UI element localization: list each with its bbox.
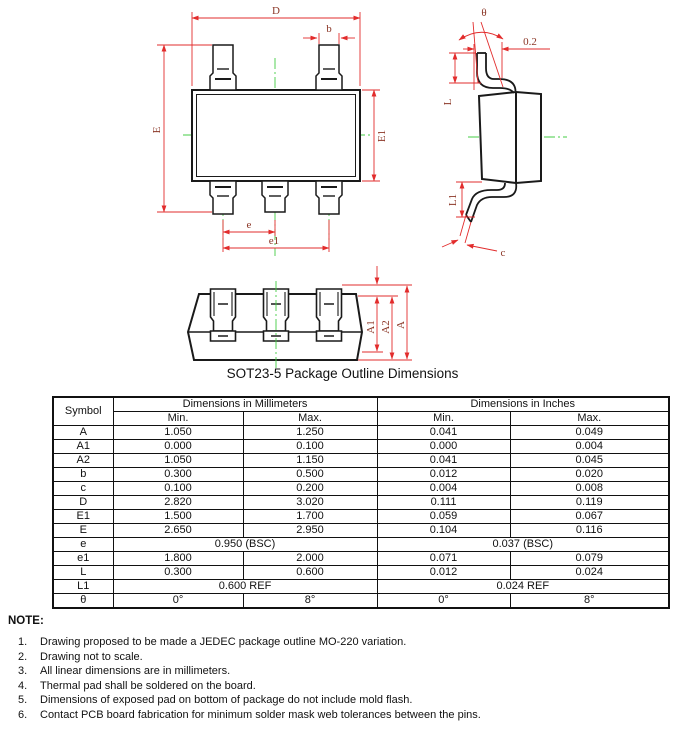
table-cell: 0.111 xyxy=(377,496,510,510)
table-cell: 1.050 xyxy=(113,426,243,440)
table-cell: 2.650 xyxy=(113,524,243,538)
table-cell: L1 xyxy=(53,580,113,594)
table-cell: 0.049 xyxy=(510,426,669,440)
table-cell: 0.012 xyxy=(377,468,510,482)
table-cell: 2.950 xyxy=(243,524,377,538)
table-cell: 0.600 xyxy=(243,566,377,580)
table-cell: 0° xyxy=(377,594,510,609)
table-cell: 0.024 xyxy=(510,566,669,580)
table-cell: 0.000 xyxy=(113,440,243,454)
table-cell: 1.150 xyxy=(243,454,377,468)
table-cell: 0.100 xyxy=(113,482,243,496)
note-text: All linear dimensions are in millimeters. xyxy=(40,665,231,677)
bottom-pins xyxy=(210,181,342,214)
note-number: 4. xyxy=(18,679,28,692)
table-cell: 1.700 xyxy=(243,510,377,524)
table-cell: e1 xyxy=(53,552,113,566)
table-cell: L xyxy=(53,566,113,580)
table-cell: 0.059 xyxy=(377,510,510,524)
table-row xyxy=(53,482,669,496)
table-header xyxy=(53,397,669,426)
table-cell: A1 xyxy=(53,440,113,454)
table-cell: 0.950 (BSC) xyxy=(113,538,377,552)
dim-label-E1: E1 xyxy=(376,129,388,143)
table-cell: 1.250 xyxy=(243,426,377,440)
header-in-max: Max. xyxy=(510,412,669,426)
top-view xyxy=(151,5,388,256)
note-item xyxy=(8,680,668,692)
table-body xyxy=(53,426,669,609)
table-row xyxy=(53,426,669,440)
note-text: Drawing proposed to be made a JEDEC package outline MO-220 variation. xyxy=(40,636,407,648)
table-cell: 0.041 xyxy=(377,426,510,440)
table-cell: 3.020 xyxy=(243,496,377,510)
table-cell: b xyxy=(53,468,113,482)
note-item xyxy=(8,665,668,677)
note-item xyxy=(8,694,668,706)
table-cell: 0.024 REF xyxy=(377,580,669,594)
note-text: Thermal pad shall be soldered on the board. xyxy=(40,679,256,692)
note-number: 3. xyxy=(18,665,28,677)
table-row xyxy=(53,468,669,482)
table-cell: θ xyxy=(53,594,113,609)
dim-label-A1: A1 xyxy=(365,320,377,334)
table-cell: 1.050 xyxy=(113,454,243,468)
table-cell: 0.100 xyxy=(243,440,377,454)
table-cell: 0.079 xyxy=(510,552,669,566)
table-row xyxy=(53,510,669,524)
front-view xyxy=(188,266,412,368)
table-cell: D xyxy=(53,496,113,510)
notes-title: NOTE: xyxy=(8,615,44,627)
table-cell: E1 xyxy=(53,510,113,524)
package-body-side xyxy=(479,92,541,183)
table-cell: 0.067 xyxy=(510,510,669,524)
table-cell: 0° xyxy=(113,594,243,609)
side-view xyxy=(442,7,567,259)
table-cell: 8° xyxy=(510,594,669,609)
table-cell: 0.300 xyxy=(113,566,243,580)
header-mm-max: Max. xyxy=(243,412,377,426)
table-cell: c xyxy=(53,482,113,496)
table-cell: A xyxy=(53,426,113,440)
dim-label-b: b xyxy=(326,23,332,35)
table-cell: A2 xyxy=(53,454,113,468)
package-body-top xyxy=(192,90,360,181)
table-cell: 8° xyxy=(243,594,377,609)
drawing-caption: SOT23-5 Package Outline Dimensions xyxy=(226,366,459,381)
note-number: 5. xyxy=(18,694,28,706)
header-mm: Dimensions in Millimeters xyxy=(113,397,377,412)
table-cell: E xyxy=(53,524,113,538)
note-item xyxy=(8,636,668,648)
dim-label-e: e xyxy=(246,219,252,231)
table-row xyxy=(53,496,669,510)
table-cell: 0.004 xyxy=(377,482,510,496)
table-row xyxy=(53,538,669,552)
header-mm-min: Min. xyxy=(113,412,243,426)
table-cell: 0.500 xyxy=(243,468,377,482)
dim-label-theta: θ xyxy=(481,7,487,19)
note-text: Drawing not to scale. xyxy=(40,650,143,663)
note-text: Dimensions of exposed pad on bottom of package do not include mold flash. xyxy=(40,694,413,706)
table-cell: 2.820 xyxy=(113,496,243,510)
table-row xyxy=(53,524,669,538)
note-item xyxy=(8,651,668,663)
note-number: 6. xyxy=(18,708,28,721)
header-in-min: Min. xyxy=(377,412,510,426)
dim-label-A2: A2 xyxy=(380,320,392,334)
top-pins xyxy=(210,45,342,90)
notes-section xyxy=(8,615,668,723)
note-text: Contact PCB board fabrication for minimum solder mask web tolerances between the pins. xyxy=(40,708,481,721)
dim-label-L1: L1 xyxy=(447,193,459,207)
dim-label-A: A xyxy=(395,321,407,329)
dim-label-E: E xyxy=(151,126,163,134)
table-row xyxy=(53,580,669,594)
table-cell: 0.041 xyxy=(377,454,510,468)
dimensions-table xyxy=(52,396,670,609)
table-cell: 0.037 (BSC) xyxy=(377,538,669,552)
table-cell: 0.012 xyxy=(377,566,510,580)
dim-label-e1: e1 xyxy=(268,235,280,247)
table-row xyxy=(53,454,669,468)
table-cell: 0.104 xyxy=(377,524,510,538)
table-row xyxy=(53,440,669,454)
table-row xyxy=(53,552,669,566)
dim-label-c: c xyxy=(500,247,506,259)
table-row xyxy=(53,594,669,609)
dim-label-offset: 0.2 xyxy=(523,36,537,48)
table-cell: 0.300 xyxy=(113,468,243,482)
table-cell: 0.071 xyxy=(377,552,510,566)
table-cell: 1.800 xyxy=(113,552,243,566)
table-cell: 0.000 xyxy=(377,440,510,454)
note-item xyxy=(8,709,668,721)
table-cell: 0.116 xyxy=(510,524,669,538)
table-cell: e xyxy=(53,538,113,552)
table-cell: 0.200 xyxy=(243,482,377,496)
notes-list xyxy=(8,636,668,721)
table-cell: 1.500 xyxy=(113,510,243,524)
table-cell: 0.004 xyxy=(510,440,669,454)
header-symbol: Symbol xyxy=(53,397,113,426)
table-cell: 0.045 xyxy=(510,454,669,468)
table-cell: 0.008 xyxy=(510,482,669,496)
table-cell: 0.119 xyxy=(510,496,669,510)
note-number: 1. xyxy=(18,636,28,648)
table-cell: 0.600 REF xyxy=(113,580,377,594)
dim-label-D: D xyxy=(272,5,280,17)
table-row xyxy=(53,566,669,580)
note-number: 2. xyxy=(18,650,28,663)
table-cell: 0.020 xyxy=(510,468,669,482)
table-cell: 2.000 xyxy=(243,552,377,566)
header-inch: Dimensions in Inches xyxy=(377,397,669,412)
dim-label-L: L xyxy=(442,98,454,106)
